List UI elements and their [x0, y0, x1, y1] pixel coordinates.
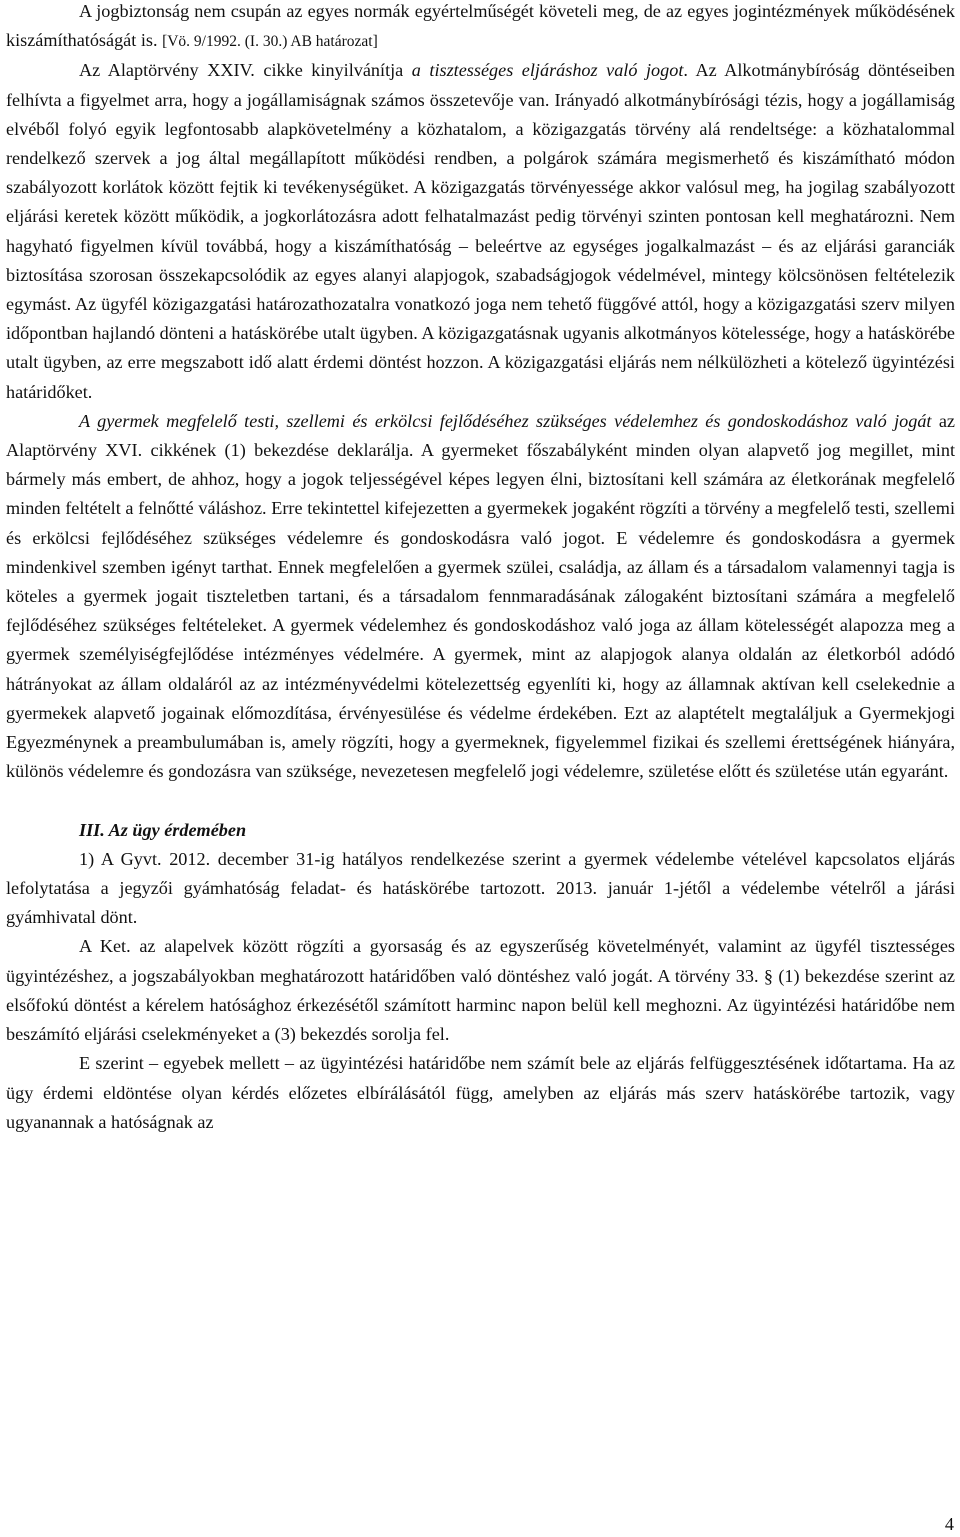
paragraph	[6, 56, 955, 406]
text-run: Az Alaptörvény XXIV. cikke kinyilvánítja	[79, 60, 412, 81]
page-number: 4	[944, 1514, 954, 1534]
section-paragraph: 1) A Gyvt. 2012. december 31-ig hatályos rendelkezése szerint a gyermek védelembe vételével kapcsolatos eljárás lefolytatása a jegyzői gyámhatóság feladat- és hatáskörébe tartozott. 2013. január 1-jétől a védelembe vételről a járási gyámhivatal dönt.	[6, 848, 955, 928]
paragraph	[6, 0, 955, 56]
section-heading: III. Az ügy érdemében	[79, 819, 247, 840]
document-body	[6, 0, 955, 1137]
italic-text: A gyermek megfelelő testi, szellemi és erkölcsi fejlődéséhez szükséges védelemhez és gondoskodáshoz való jogát	[79, 410, 932, 431]
text-run: az Alaptörvény XVI. cikkének (1) bekezdése deklarálja. A gyermeket főszabályként minden olyan alapvető jog megillet, mint bármely más embert, de ahhoz, hogy a jogok teljességével képes legyen élni, biztosítani kell számára az életkorának megfelelő minden feltételt a felnőtté váláshoz. Erre tekintettel kifejezetten a gyermekek jogaként rögzíti a törvény a megfelelő testi, szellemi és erkölcsi fejlődéséhez szükséges védelemre és gondoskodásra való jogot. E védelemre és gondoskodásra a gyermek mindenkivel szemben igényt tarthat. Ennek megfelelően a gyermek szülei, családja, az állam és a társadalom valamennyi tagja is köteles a gyermek jogait tiszteletben tartani, és a társadalom fennmaradásának zálogaként biztosítani számára a megfelelő fejlődéséhez szükséges feltételeket. A gyermek védelemhez és gondoskodáshoz való joga az állam kötelességét alapozza meg a gyermek személyiségfejlődése intézményes védelmére. A gyermek, mint az alapjogok alanya oldalán az életkorból adódó hátrányokat az állam oldaláról az az intézményvédelmi kötelezettség egyenlíti ki, hogy az államnak aktívan kell cselekednie a gyermekek alapvető jogainak előmozdítása, érvényesülése és védelme érdekében. Ezt az alaptételt megtaláljuk a Gyermekjogi Egyezménynek a preambulumában is, amely rögzíti, hogy a gyermeknek, figyelemmel fizikai és szellemi érettségének hiányára, különös védelemre és gondozásra van szüksége, nevezetesen megfelelő jogi védelemre, születése előtt és születése után egyaránt.	[6, 410, 955, 782]
section-paragraph: A Ket. az alapelvek között rögzíti a gyorsaság és az egyszerűség követelményét, valamint az ügyfél tisztességes ügyintézéshez, a jogszabályokban meghatározott határidőben való döntéshez való jogát. A törvény 33. § (1) bekezdése szerint az elsőfokú döntést a kérelem hatósághoz érkezésétől számított harminc napon belül kell meghozni. Az ügyintézési határidőbe nem beszámító eljárási cselekményeket a (3) bekezdés sorolja fel.	[6, 936, 955, 1045]
text-run: [Vö. 9/1992. (I. 30.) AB határozat]	[162, 33, 378, 51]
paragraph	[6, 407, 955, 787]
text-run: A jogbiztonság nem csupán az egyes normák egyértelműségét követeli meg, de az egyes jogintézmények működésének kiszámíthatóságát is.	[6, 1, 955, 51]
italic-text: a tisztességes eljáráshoz való jogot	[411, 60, 684, 81]
text-run: . Az Alkotmánybíróság döntéseiben felhívta a figyelmet arra, hogy a jogállamiságnak számos összetevője van. Irányadó alkotmánybírósági tézis, hogy a jogállamiság elvéből folyó egyik legfontosabb alapkövetelmény a közhatalom, a közigazgatás törvény alá rendeltsége: a közhatalommal rendelkező szervek a jog által megállapított működési rendben, a polgárok számára megismerhető és kiszámítható módon szabályozott korlátok között fejtik ki tevékenységüket. A közigazgatás törvényessége akkor valósul meg, ha jogilag szabályozott eljárási keretek között működik, a jogkorlátozásra adott felhatalmazást pedig törvényi szinten pontosan kell meghatározni. Nem hagyható figyelmen kívül továbbá, hogy a kiszámíthatóság – beleértve az egységes jogalkalmazást – és az eljárási garanciák biztosítása szorosan összekapcsolódik az egyes alanyi alapjogok, szabadságjogok védelmével, mintegy kölcsönösen feltételezik egymást. Az ügyfél közigazgatási határozathozatalra vonatkozó joga nem tehető függővé attól, hogy a közigazgatási szerv milyen időpontban hajlandó dönteni a hatáskörébe utalt ügyben. A közigazgatásnak ugyanis alkotmányos kötelessége, hogy a hatáskörébe utalt ügyben, az erre megszabott idő alatt érdemi döntést hozzon. A közigazgatási eljárás nem nélkülözheti a kötelező ügyintézési határidőket.	[6, 60, 955, 402]
section-paragraph: E szerint – egyebek mellett – az ügyintézési határidőbe nem számít bele az eljárás felfüggesztésének időtartama. Ha az ügy érdemi eldöntése olyan kérdés előzetes elbírálásától függ, amelyben az eljárás más szerv hatáskörébe tartozik, vagy ugyanannak a hatóságnak az	[6, 1053, 955, 1132]
